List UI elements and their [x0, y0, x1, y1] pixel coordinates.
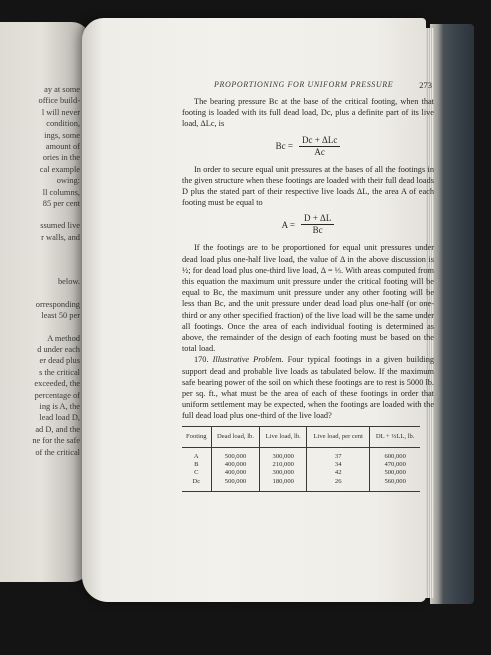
left-page-line: ay at some: [44, 85, 80, 94]
paragraph-illustrative-problem: [182, 354, 434, 421]
left-page-line: amount of: [45, 142, 80, 152]
left-facing-page: [0, 22, 90, 582]
equation-area: [182, 213, 434, 236]
footing-loads-table: [182, 426, 420, 493]
table-row: [182, 447, 420, 461]
paragraph-proportioning: [182, 242, 434, 354]
table-cell: 42: [307, 469, 370, 477]
problem-text: Four typical footings in a given building support dead and probable live loads as tabulated below. If the maximum safe bearing power of the soil on which these footings are to rest is 5000 lb. per sq. ft., what must be the area of each of these footings in order that uniform settlement may be expected, when the footings are loaded with the full dead load plus one-third of the live load?: [182, 355, 435, 421]
page-number: 273: [419, 80, 432, 90]
left-page-line: d under each: [37, 344, 80, 354]
left-page-line: ing is A, the: [39, 401, 80, 411]
table-row: [182, 478, 420, 492]
left-page-line: cal example: [39, 164, 80, 174]
equation-bc-fraction: [299, 135, 340, 158]
equation-area-denominator: Bc: [312, 225, 323, 236]
right-page: [82, 18, 435, 602]
table-cell: 400,000: [211, 461, 260, 469]
left-page-line: percentage of: [34, 390, 80, 400]
left-page-line: ll columns,: [42, 187, 80, 197]
left-page-gap: [0, 209, 80, 220]
left-page-line: exceeded, the: [34, 379, 80, 389]
table-cell: 300,000: [260, 447, 307, 461]
left-page-line: lead load D,: [39, 413, 80, 423]
table-cell: B: [194, 461, 199, 469]
table-cell: Dc: [192, 477, 201, 485]
left-page-line: r walls, and: [41, 232, 80, 242]
paragraph-proportioning-a: If the footings are to be proportioned for equal unit pressures under dead load plus one-half live load, the value of Δ in the above discussion is ½; for dead load plus one-third live load, Δ = ⅓. With areas computed from this equation the maximum unit pressure under the critical footing will be equal to Bc, the maximum unit pressure under any other footing will be less than Bc, and the unit pressure under dead load plus one-half (or one-third or any other specified fraction) of the live load will be the same under all footings.: [182, 243, 434, 331]
equation-area-fraction: [301, 213, 334, 236]
table-cell: 600,000: [370, 447, 420, 461]
section-title: Illustrative Problem.: [212, 355, 284, 365]
table-cell: C: [194, 469, 199, 477]
equation-bc: [182, 135, 434, 158]
left-page-line: ssumed live: [40, 221, 80, 231]
left-page-line: condition,: [46, 119, 80, 129]
table-cell: 500,000: [370, 469, 420, 477]
table-row: [182, 469, 420, 477]
table-cell: 300,000: [260, 469, 307, 477]
left-page-line: ad D, and the: [35, 424, 80, 434]
table-header-design-load: DL + ⅓LL, lb.: [370, 426, 420, 447]
table-header-live-load: Live load, lb.: [260, 426, 307, 447]
table-cell: 400,000: [211, 469, 260, 477]
left-page-line: office build-: [38, 96, 80, 106]
page-header: [182, 80, 434, 96]
left-page-gap: [0, 265, 80, 276]
equation-bc-denominator: Ac: [314, 146, 325, 157]
left-page-line: of the critical: [35, 447, 80, 457]
paragraph-bearing-pressure: The bearing pressure Bc at the base of the critical footing, when that footing is loaded with its full dead load, Dc, plus a definite part of its live load, ΔLc, is: [182, 97, 434, 129]
left-page-line: l will never: [41, 107, 80, 117]
equation-bc-numerator: Dc + ΔLc: [299, 135, 340, 147]
table-cell: 34: [307, 461, 370, 469]
table-header-footing: Footing: [182, 426, 211, 447]
left-page-line: least 50 per: [41, 311, 80, 321]
equation-bc-lhs: Bc =: [275, 141, 293, 152]
paragraph-equal-pressures: In order to secure equal unit pressures at the bases of all the footings in the given structure when these footings are loaded with their full dead loads D plus the stated part of their respective live loads ΔL, the area A of each footing must be equal to: [182, 164, 434, 208]
page-content: [182, 80, 434, 492]
table-cell: 500,000: [211, 478, 260, 492]
left-page-gap: [0, 288, 80, 299]
table-cell: 37: [307, 447, 370, 461]
left-page-line: ne for the safe: [32, 436, 80, 446]
table-cell: 500,000: [211, 447, 260, 461]
left-page-line: ories in the: [42, 153, 80, 163]
left-page-text: [0, 84, 80, 458]
left-page-line: orresponding: [35, 299, 80, 309]
section-number: 170.: [194, 355, 209, 365]
table-cell: A: [193, 452, 199, 460]
left-page-line: ings, some: [44, 130, 80, 140]
left-page-gap: [0, 322, 80, 333]
table-row: [182, 461, 420, 469]
left-page-gap: [0, 243, 80, 254]
book-cover-edge: [430, 24, 474, 604]
table-cell: 470,000: [370, 461, 420, 469]
running-head: PROPORTIONING FOR UNIFORM PRESSURE: [214, 80, 394, 89]
left-page-gap: [0, 254, 80, 265]
table-header-live-load-percent: Live load, per cent: [307, 426, 370, 447]
left-page-line: er dead plus: [39, 356, 80, 366]
equation-area-numerator: D + ΔL: [301, 213, 334, 225]
table-cell: 180,000: [260, 478, 307, 492]
left-page-line: below.: [57, 277, 80, 287]
table-header-dead-load: Dead load, lb.: [211, 426, 260, 447]
left-page-line: s the critical: [39, 367, 80, 377]
equation-area-lhs: A =: [281, 219, 295, 230]
left-page-line: owing:: [56, 176, 80, 186]
table-cell: 210,000: [260, 461, 307, 469]
table-cell: 560,000: [370, 478, 420, 492]
table-cell: 26: [307, 478, 370, 492]
left-page-line: 85 per cent: [42, 199, 80, 209]
table-header-row: [182, 426, 420, 447]
paragraph-proportioning-b: Once the area of each individual footing is determined as above, the remainder of the design of each footing must be based on the total load.: [182, 321, 435, 354]
left-page-line: A method: [47, 333, 80, 343]
